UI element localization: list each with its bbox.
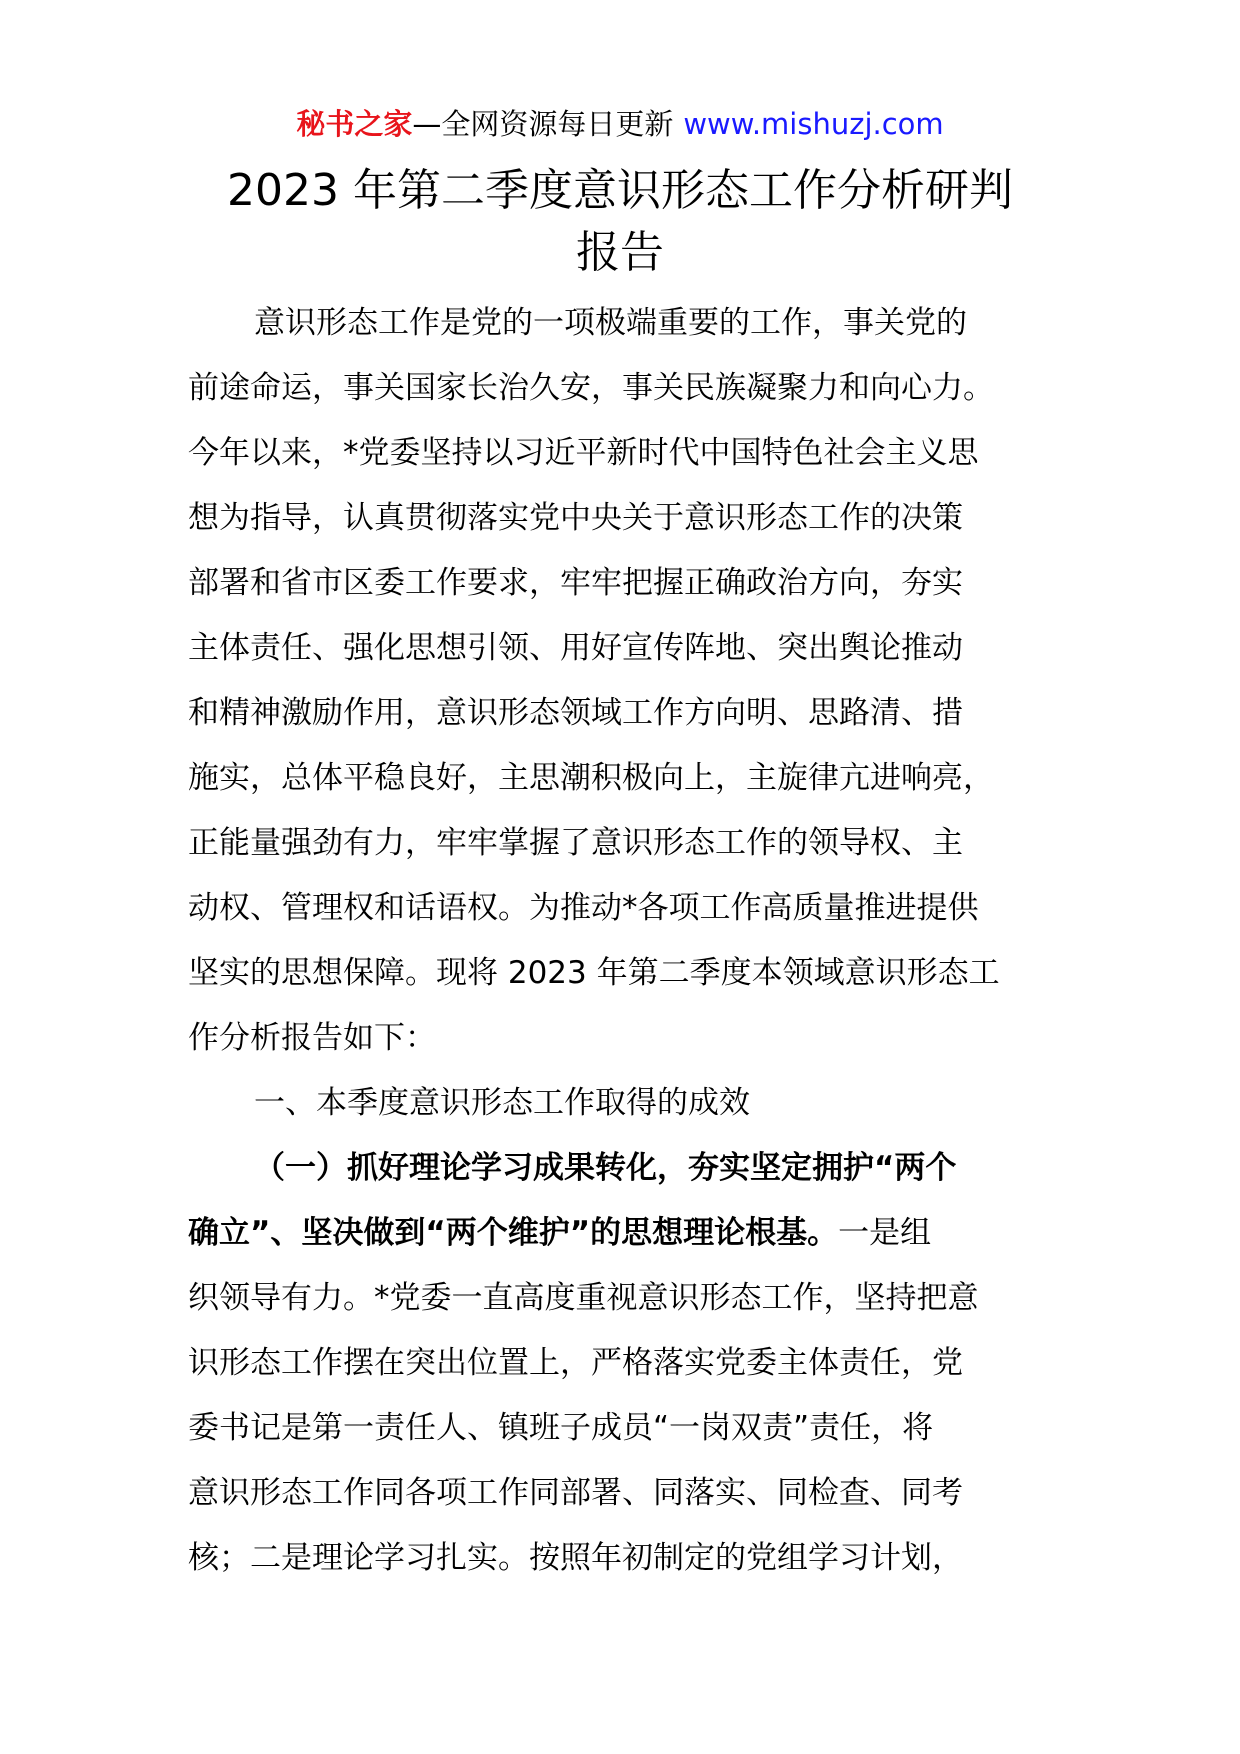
subsection-heading: （一）抓好理论学习成果转化，夯实坚定拥护“两个 (254, 1150, 957, 1186)
body-line: 意识形态工作是党的一项极端重要的工作，事关党的 (254, 305, 967, 341)
body-line: 正能量强劲有力，牢牢掌握了意识形态工作的领导权、主 (188, 825, 963, 861)
subsection-heading-cont: 确立”、坚决做到“两个维护”的思想理论根基。 (188, 1215, 839, 1251)
body-line: 和精神激励作用，意识形态领域工作方向明、思路清、措 (188, 695, 963, 731)
body-line: 织领导有力。*党委一直高度重视意识形态工作，坚持把意 (188, 1280, 979, 1316)
header-brand: 秘书之家 (296, 107, 413, 141)
body-line: 主体责任、强化思想引领、用好宣传阵地、突出舆论推动 (188, 630, 963, 666)
page-header (0, 100, 1240, 148)
body-line: 意识形态工作同各项工作同部署、同落实、同检查、同考 (188, 1475, 963, 1511)
body-line: 识形态工作摆在突出位置上，严格落实党委主体责任，党 (188, 1345, 963, 1381)
body-line: 想为指导，认真贯彻落实党中央关于意识形态工作的决策 (188, 500, 963, 536)
body-text: 一是组 (838, 1215, 932, 1251)
document-body (188, 291, 1050, 1591)
section-heading: 一、本季度意识形态工作取得的成效 (254, 1085, 750, 1121)
body-line: 今年以来，*党委坚持以习近平新时代中国特色社会主义思 (188, 435, 979, 471)
body-line: 坚实的思想保障。现将 2023 年第二季度本领域意识形态工 (188, 955, 1000, 991)
body-line: 部署和省市区委工作要求，牢牢把握正确政治方向，夯实 (188, 565, 963, 601)
title-line: 2023 年第二季度意识形态工作分析研判 (227, 165, 1013, 216)
body-line: 前途命运，事关国家长治久安，事关民族凝聚力和向心力。 (188, 370, 994, 406)
body-line: 核；二是理论学习扎实。按照年初制定的党组学习计划， (188, 1540, 963, 1576)
body-line: 作分析报告如下： (188, 1020, 436, 1056)
document-title (150, 160, 1090, 284)
body-line: 委书记是第一责任人、镇班子成员“一岗双责”责任，将 (188, 1410, 934, 1446)
body-line: 施实，总体平稳良好，主思潮积极向上，主旋律亢进响亮， (188, 760, 994, 796)
title-line: 报告 (576, 227, 664, 278)
body-line: 动权、管理权和话语权。为推动*各项工作高质量推进提供 (188, 890, 979, 926)
header-slogan: —全网资源每日更新 (412, 107, 674, 141)
header-url[interactable]: www.mishuzj.com (683, 107, 944, 141)
body-line (188, 1201, 1050, 1266)
